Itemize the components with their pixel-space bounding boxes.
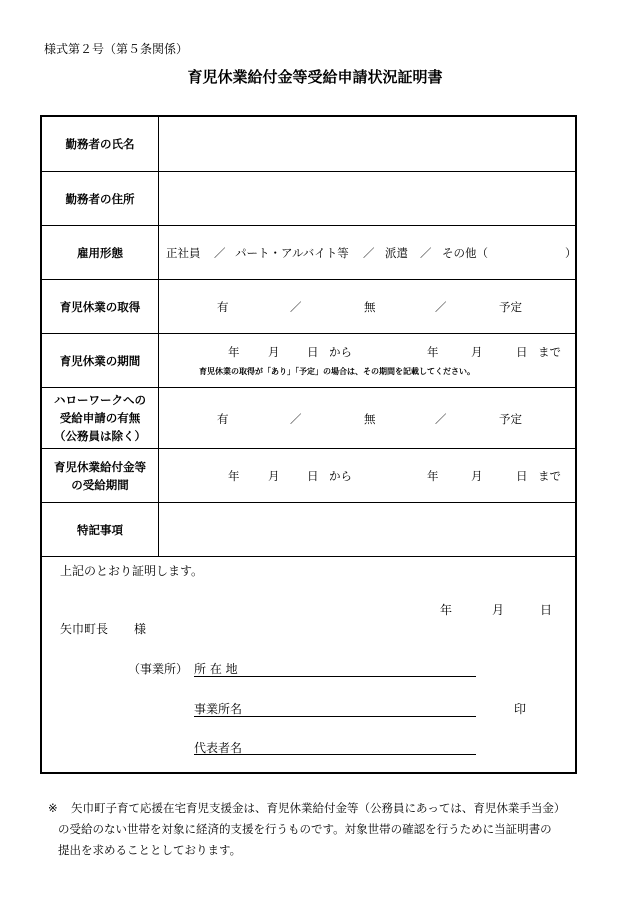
footnote [48,798,58,819]
leave-acquisition-label: 育児休業の取得 [42,280,159,333]
hellowork-label-line3: （公務員は除く） [54,429,146,443]
footnote-mark: ※ [48,801,58,815]
employment-type-label: 雇用形態 [42,226,159,279]
separator: ／ [290,412,302,426]
benefit-period-label-line1: 育児休業給付金等 [54,459,146,474]
location-line[interactable] [194,676,476,677]
employee-name-field[interactable] [160,117,574,171]
date-month: 月 [492,603,505,617]
employee-name-label: 勤務者の氏名 [42,117,159,171]
from-label: から [329,469,352,483]
office-name-line[interactable] [194,716,476,717]
employee-address-field[interactable] [160,172,574,225]
to-year: 年 [427,345,439,359]
date-day: 日 [540,603,553,617]
office-tag: （事業所） [128,662,189,676]
row-employee-name [42,117,575,172]
footnote-line-1: 矢巾町子育て応援在宅育児支援金は、育児休業給付金等（公務員にあっては、育児休業手当金） [71,801,566,815]
leave-period-label: 育児休業の期間 [42,334,159,387]
option-no[interactable]: 無 [364,412,376,426]
certify-statement: 上記のとおり証明します。 [60,564,204,578]
footnote-line-2: の受給のない世帯を対象に経済的支援を行うものです。対象世帯の確認を行うために当証明書の [58,822,552,836]
addressee: 矢巾町長 [60,622,109,636]
option-part-time[interactable]: パート・アルバイト等 [235,246,349,260]
row-employee-address [42,172,575,226]
option-dispatch[interactable]: 派遣 [385,246,408,260]
option-yes[interactable]: 有 [217,412,229,426]
office-name-label: 事業所名 [194,702,243,716]
separator: ／ [363,246,375,260]
period-note: 育児休業の取得が「あり」「予定」の場合は、その期間を記載してください。 [199,367,475,376]
footnote-line-3: 提出を求めることとしております。 [58,843,242,857]
remarks-field[interactable] [160,503,574,556]
from-day: 日 [307,345,319,359]
row-leave-period [42,334,575,388]
row-remarks [42,503,575,557]
certificate-form [40,115,577,774]
benefit-period-label [42,449,159,502]
remarks-label: 特記事項 [42,503,159,556]
row-employment-type [42,226,575,280]
hellowork-label-line2: 受給申請の有無 [59,411,141,425]
other-close-paren: ） [565,246,577,260]
separator: ／ [435,300,447,314]
option-regular-employee[interactable]: 正社員 [166,246,201,260]
separator: ／ [435,412,447,426]
benefit-period-label-line2: の受給期間 [71,477,129,492]
to-month: 月 [471,345,483,359]
to-day: 日 [516,469,528,483]
to-month: 月 [471,469,483,483]
from-year: 年 [228,345,240,359]
option-no[interactable]: 無 [364,300,376,314]
hellowork-label-line1: ハローワークへの [54,393,146,407]
row-hellowork-application [42,388,575,449]
from-label: から [329,345,352,359]
date-year: 年 [440,603,453,617]
to-day: 日 [516,345,528,359]
option-planned[interactable]: 予定 [499,412,522,426]
to-label: まで [538,469,561,483]
option-yes[interactable]: 有 [217,300,229,314]
from-day: 日 [307,469,319,483]
from-month: 月 [268,345,280,359]
representative-label: 代表者名 [194,741,243,755]
option-planned[interactable]: 予定 [499,300,522,314]
location-label: 所 在 地 [194,662,238,676]
hellowork-label [42,388,159,448]
separator: ／ [290,300,302,314]
option-other[interactable]: その他（ [442,246,488,260]
separator: ／ [214,246,226,260]
form-number: 様式第２号（第５条関係） [44,42,189,56]
row-leave-acquisition [42,280,575,334]
representative-line[interactable] [194,754,476,755]
to-label: まで [538,345,561,359]
page-title: 育児休業給付金等受給申請状況証明書 [187,68,443,86]
to-year: 年 [427,469,439,483]
row-benefit-period [42,449,575,503]
addressee-honorific: 様 [134,622,147,636]
from-month: 月 [268,469,280,483]
seal-mark: 印 [514,702,527,716]
employee-address-label: 勤務者の住所 [42,172,159,225]
separator: ／ [420,246,432,260]
from-year: 年 [228,469,240,483]
